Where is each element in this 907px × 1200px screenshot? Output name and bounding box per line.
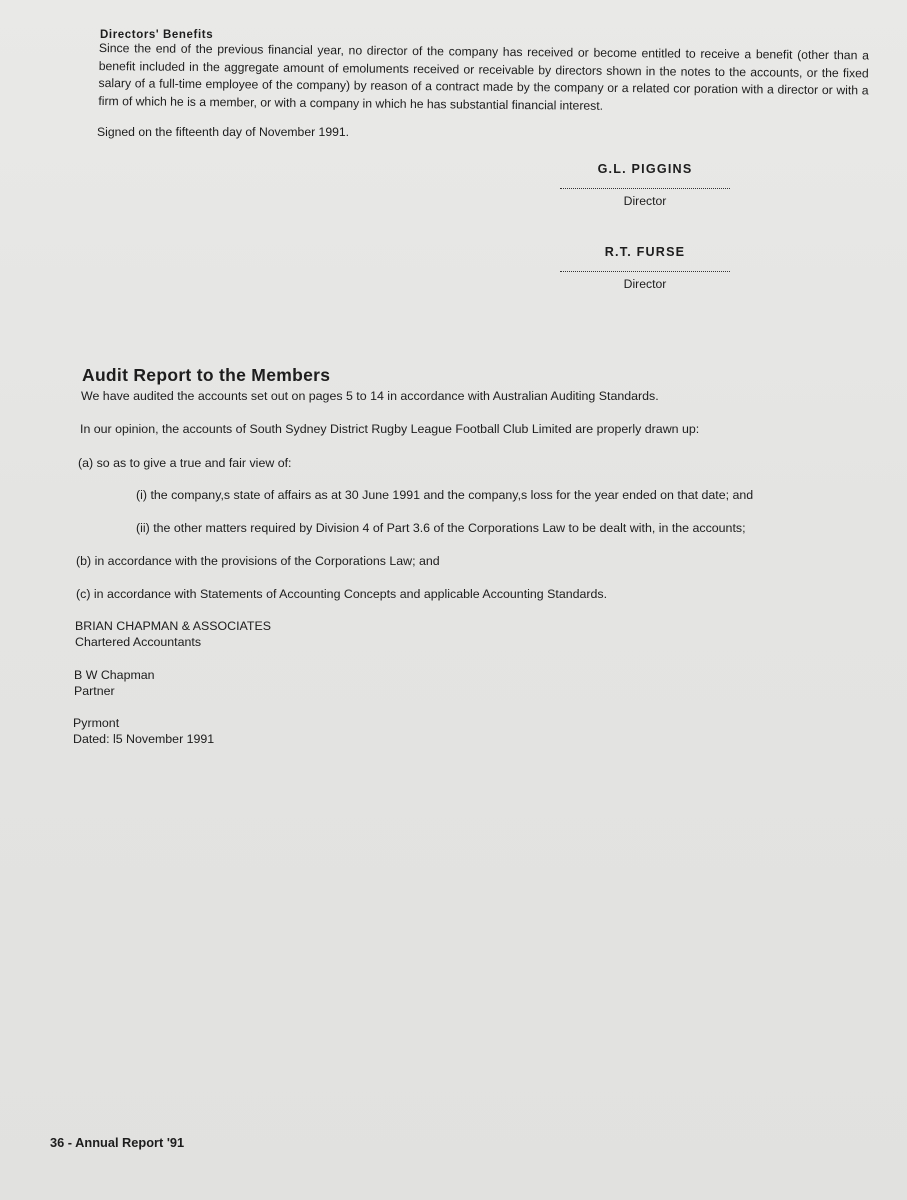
signature-line [560, 188, 730, 189]
audit-opinion: In our opinion, the accounts of South Sydney District Rugby League Football Club Limited are properly drawn up: [80, 422, 700, 436]
audit-item-b: (b) in accordance with the provisions of the Corporations Law; and [76, 554, 440, 568]
signatory-role: Director [623, 194, 667, 208]
auditor-name: B W Chapman [74, 668, 155, 682]
signatory-name: G.L. PIGGINS [597, 162, 693, 176]
signed-statement: Signed on the fifteenth day of November 1991. [97, 125, 350, 139]
audit-item-a-ii: (ii) the other matters required by Division 4 of Part 3.6 of the Corporations Law to be dealt with, in the accounts; [136, 521, 746, 535]
auditor-firm-block [75, 618, 271, 650]
auditor-location-block [73, 715, 214, 747]
signature-line [560, 271, 730, 272]
auditor-partner-block [74, 667, 155, 699]
page-footer: 36 - Annual Report '91 [50, 1135, 185, 1150]
signature-block-piggins [560, 162, 730, 208]
auditor-location: Pyrmont [73, 716, 120, 730]
directors-benefits-heading: Directors' Benefits [100, 29, 214, 41]
signatory-role: Director [623, 277, 667, 291]
directors-benefits-text: Since the end of the previous financial year, no director of the company has received or become entitled to receive a benefit (other than a benefit included in the aggregate amount of emoluments received or receivable by directors shown in the notes to the accounts, or the fixed salary of a full-time employee of the company) by reason of a contract made by the company or a related cor poration with a director or with a firm of which he is a member, or with a company in which he has substantial financial interest. [98, 40, 869, 113]
auditor-firm-type: Chartered Accountants [75, 635, 202, 649]
audit-item-a: (a) so as to give a true and fair view of: [78, 456, 292, 470]
audit-intro: We have audited the accounts set out on pages 5 to 14 in accordance with Australian Auditing Standards. [81, 389, 659, 403]
audit-item-a-i: (i) the company,s state of affairs as at 30 June 1991 and the company,s loss for the year ended on that date; and [136, 488, 754, 502]
signature-block-furse [560, 245, 730, 291]
audit-item-c: (c) in accordance with Statements of Accounting Concepts and applicable Accounting Standards. [76, 587, 608, 601]
signatory-name: R.T. FURSE [604, 245, 686, 259]
auditor-firm-name: BRIAN CHAPMAN & ASSOCIATES [75, 619, 271, 633]
auditor-dated: Dated: l5 November 1991 [73, 732, 215, 746]
audit-report-heading: Audit Report to the Members [82, 365, 331, 385]
auditor-title: Partner [74, 684, 115, 698]
